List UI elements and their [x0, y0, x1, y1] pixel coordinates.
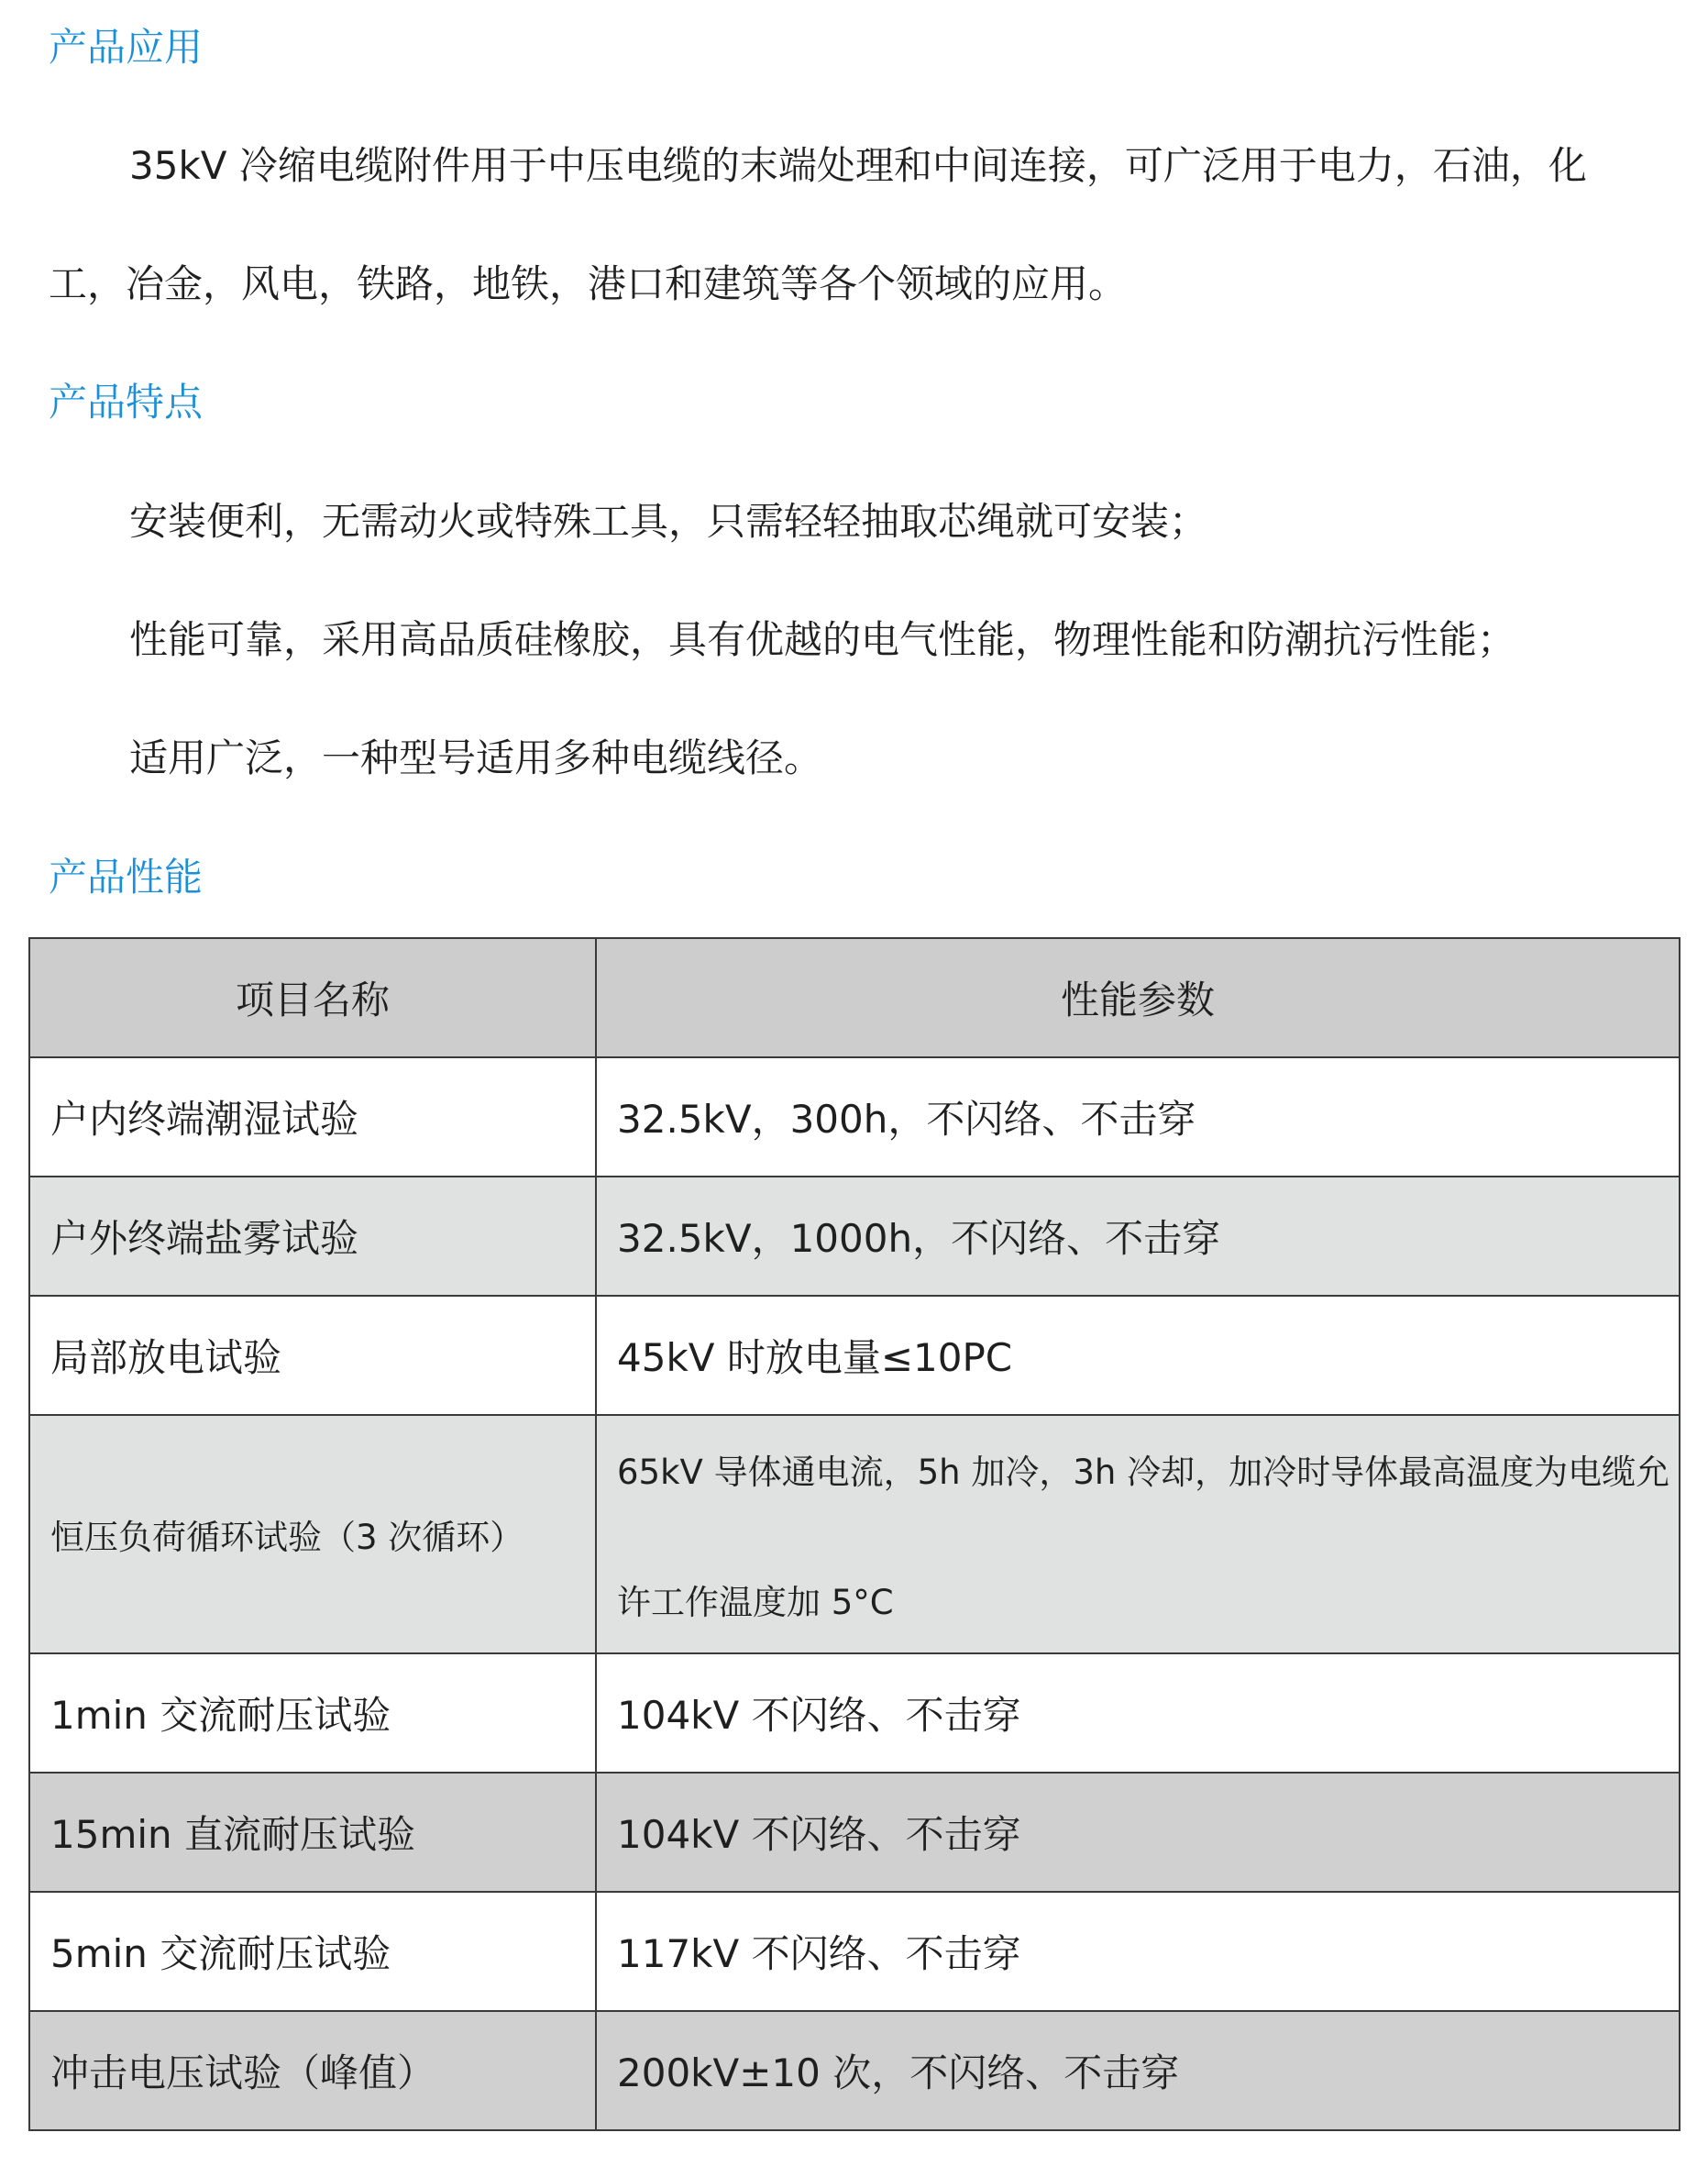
section-heading-features: 产品特点: [49, 380, 204, 425]
table-cell-item: 户外终端盐雾试验: [29, 1177, 596, 1296]
table-cell-value: 104kV 不闪络、不击穿: [596, 1773, 1680, 1892]
table-cell-item: 5min 交流耐压试验: [29, 1892, 596, 2011]
table-row: [29, 1177, 1680, 1296]
section-heading-performance: 产品性能: [49, 855, 204, 900]
table-row: [29, 1415, 1680, 1653]
table-row: [29, 1892, 1680, 2011]
table-cell-item: 1min 交流耐压试验: [29, 1653, 596, 1773]
table-cell-value: 104kV 不闪络、不击穿: [596, 1653, 1680, 1773]
table-cell-item: 15min 直流耐压试验: [29, 1773, 596, 1892]
table-row: [29, 1296, 1680, 1415]
table-cell-item: 局部放电试验: [29, 1296, 596, 1415]
table-row: [29, 1057, 1680, 1177]
table-cell-value-line: 许工作温度加 5°C: [617, 1583, 894, 1622]
table-header-row: [29, 938, 1680, 1057]
column-header-performance-params: 性能参数: [596, 938, 1680, 1057]
feature-item-reliability: 性能可靠，采用高品质硅橡胶，具有优越的电气性能，物理性能和防潮抗污性能；: [129, 617, 1516, 662]
section-heading-application: 产品应用: [49, 25, 204, 70]
table-cell-value: 117kV 不闪络、不击穿: [596, 1892, 1680, 2011]
table-cell-value-line: 65kV 导体通电流，5h 加冷，3h 冷却，加冷时导体最高温度为电缆允: [617, 1453, 1670, 1492]
table-row: [29, 1773, 1680, 1892]
table-cell-value: 32.5kV，1000h，不闪络、不击穿: [596, 1177, 1680, 1296]
application-text-line-2: 工，冶金，风电，铁路，地铁，港口和建筑等各个领域的应用。: [49, 261, 1128, 306]
table-cell-value: 200kV±10 次，不闪络、不击穿: [596, 2011, 1680, 2130]
table-cell-value: 32.5kV，300h，不闪络、不击穿: [596, 1057, 1680, 1177]
feature-item-applicability: 适用广泛，一种型号适用多种电缆线径。: [129, 735, 823, 780]
application-text-line-1: 35kV 冷缩电缆附件用于中压电缆的末端处理和中间连接，可广泛用于电力，石油，化: [129, 143, 1587, 188]
column-header-item-name: 项目名称: [29, 938, 596, 1057]
table-cell-item: 恒压负荷循环试验（3 次循环）: [29, 1415, 596, 1653]
feature-item-installation: 安装便利，无需动火或特殊工具，只需轻轻抽取芯绳就可安装；: [129, 499, 1208, 544]
table-row: [29, 2011, 1680, 2130]
table-row: [29, 1653, 1680, 1773]
table-cell-item: 冲击电压试验（峰值）: [29, 2011, 596, 2130]
table-cell-item: 户内终端潮湿试验: [29, 1057, 596, 1177]
performance-table: [28, 937, 1680, 2131]
table-cell-value: 45kV 时放电量≤10PC: [596, 1296, 1680, 1415]
table-cell-value: [596, 1415, 1680, 1653]
